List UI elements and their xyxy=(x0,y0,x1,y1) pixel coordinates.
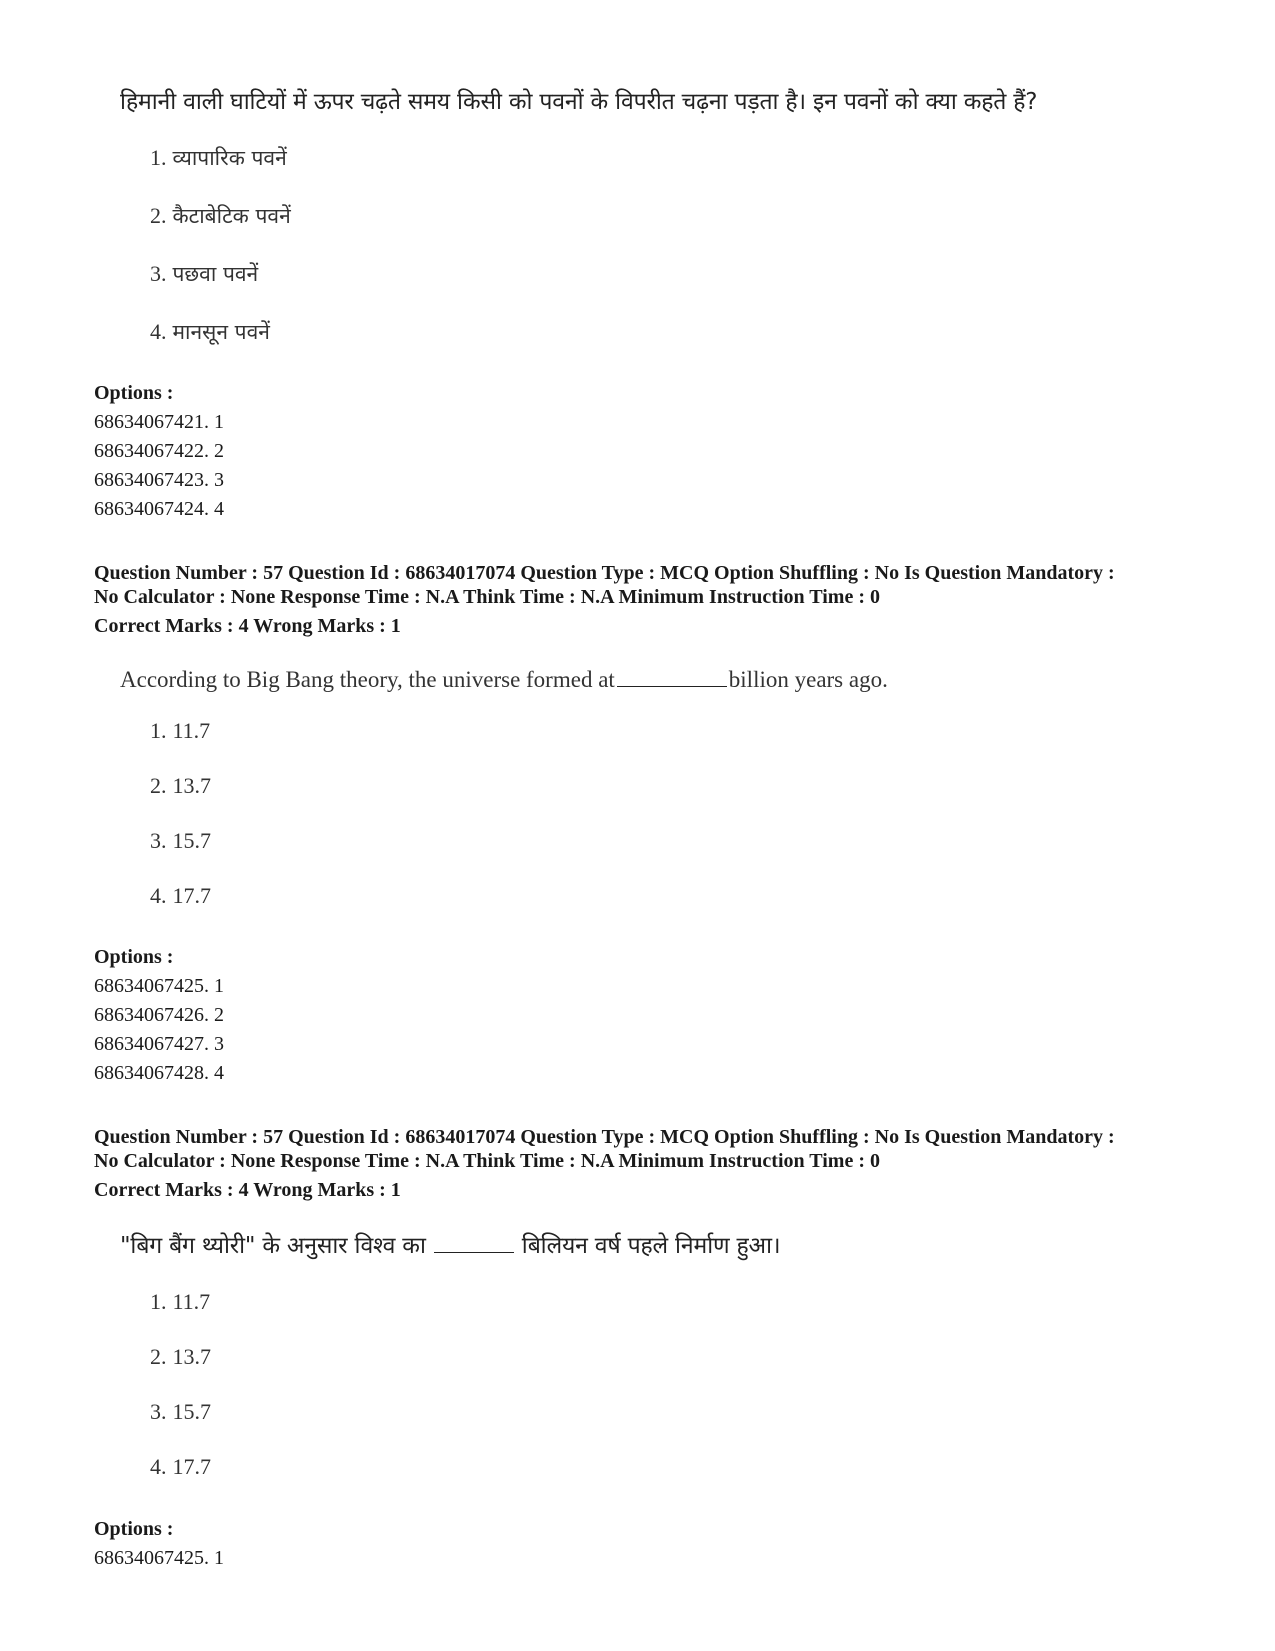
choice-number: 3. xyxy=(150,261,167,286)
option-id-line: 68634067425. 1 xyxy=(94,975,224,997)
choice-4 xyxy=(150,1452,211,1482)
choice-text: व्यापारिक पवनें xyxy=(172,146,287,170)
option-id-line: 68634067427. 3 xyxy=(94,1033,224,1055)
option-id-line: 68634067428. 4 xyxy=(94,1062,224,1084)
option-id-line: 68634067422. 2 xyxy=(94,440,224,462)
stem-text-after: billion years ago. xyxy=(728,667,888,692)
choice-text: कैटाबेटिक पवनें xyxy=(172,204,291,228)
option-id-line: 68634067423. 3 xyxy=(94,469,224,491)
stem-text-after: बिलियन वर्ष पहले निर्माण हुआ। xyxy=(521,1233,781,1259)
stem-text-before: "बिग बैंग थ्योरी" के अनुसार विश्व का xyxy=(120,1233,426,1259)
option-id-line: 68634067421. 1 xyxy=(94,411,224,433)
choice-number: 4. xyxy=(150,883,167,908)
choice-number: 4. xyxy=(150,1454,167,1479)
choice-text: 15.7 xyxy=(172,1399,211,1424)
choice-number: 2. xyxy=(150,203,167,228)
choice-3 xyxy=(150,259,258,289)
choice-1 xyxy=(150,1287,210,1317)
options-label: Options : xyxy=(94,382,174,404)
choice-text: 11.7 xyxy=(172,718,211,743)
question-meta-line: Question Number : 57 Question Id : 68634017074 Question Type : MCQ Option Shuffling : No Is Question Mandatory : xyxy=(94,1126,1115,1148)
choice-3 xyxy=(150,826,211,856)
choice-text: 17.7 xyxy=(172,883,211,908)
fill-blank xyxy=(434,1232,514,1253)
choice-number: 3. xyxy=(150,1399,167,1424)
marks-line: Correct Marks : 4 Wrong Marks : 1 xyxy=(94,1179,401,1201)
stem-text-before: According to Big Bang theory, the universe formed at xyxy=(120,667,615,692)
choice-number: 1. xyxy=(150,145,167,170)
option-id-line: 68634067426. 2 xyxy=(94,1004,224,1026)
question-stem-hindi-winds: हिमानी वाली घाटियों में ऊपर चढ़ते समय किसी को पवनों के विपरीत चढ़ना पड़ता है। इन पवनों को क्या कहते हैं? xyxy=(120,89,1038,115)
choice-text: 13.7 xyxy=(172,1344,211,1369)
choice-number: 2. xyxy=(150,773,167,798)
choice-text: 15.7 xyxy=(172,828,211,853)
option-id-line: 68634067424. 4 xyxy=(94,498,224,520)
choice-2 xyxy=(150,201,291,231)
question-stem-hindi-big-bang xyxy=(120,1230,780,1262)
choice-4 xyxy=(150,317,270,347)
choice-number: 2. xyxy=(150,1344,167,1369)
fill-blank xyxy=(617,666,727,687)
choice-number: 1. xyxy=(150,1289,167,1314)
choice-3 xyxy=(150,1397,211,1427)
question-meta-line: Question Number : 57 Question Id : 68634017074 Question Type : MCQ Option Shuffling : No Is Question Mandatory : xyxy=(94,562,1115,584)
question-meta-line: No Calculator : None Response Time : N.A Think Time : N.A Minimum Instruction Time : 0 xyxy=(94,1150,880,1172)
choice-number: 3. xyxy=(150,828,167,853)
choice-number: 4. xyxy=(150,319,167,344)
option-id-line: 68634067425. 1 xyxy=(94,1547,224,1569)
options-label: Options : xyxy=(94,1518,174,1540)
question-meta-line: No Calculator : None Response Time : N.A Think Time : N.A Minimum Instruction Time : 0 xyxy=(94,586,880,608)
options-label: Options : xyxy=(94,946,174,968)
choice-number: 1. xyxy=(150,718,167,743)
choice-text: मानसून पवनें xyxy=(172,320,270,344)
choice-4 xyxy=(150,881,211,911)
marks-line: Correct Marks : 4 Wrong Marks : 1 xyxy=(94,615,401,637)
choice-2 xyxy=(150,1342,211,1372)
choice-text: पछवा पवनें xyxy=(172,262,259,286)
choice-text: 17.7 xyxy=(172,1454,211,1479)
question-meta xyxy=(94,561,1204,609)
choice-2 xyxy=(150,771,211,801)
question-meta xyxy=(94,1125,1204,1173)
choice-text: 11.7 xyxy=(172,1289,211,1314)
choice-1 xyxy=(150,143,287,173)
choice-1 xyxy=(150,716,210,746)
choice-text: 13.7 xyxy=(172,773,211,798)
question-stem-english-big-bang xyxy=(120,664,888,696)
